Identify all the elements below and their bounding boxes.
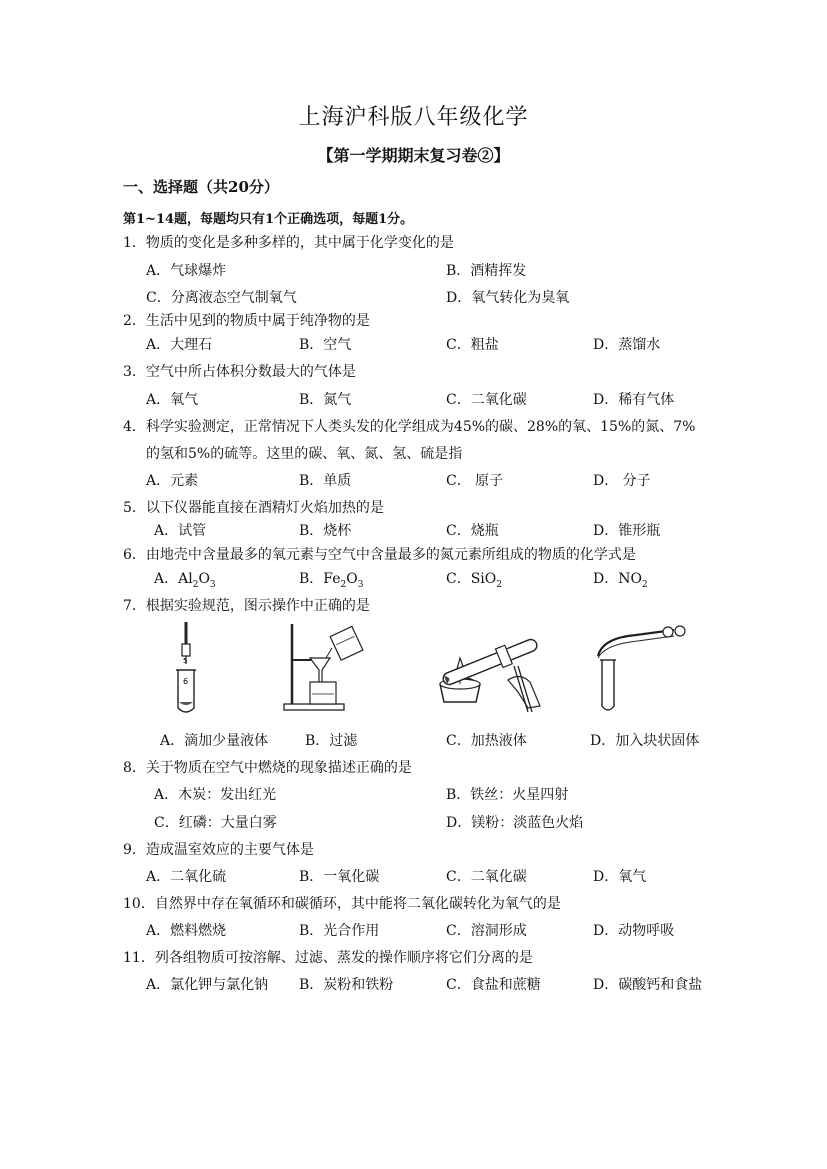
question-5-option-b: B．烧杯 [299, 523, 352, 539]
question-4-option-b: B．单质 [299, 473, 352, 489]
question-6-option-c: C．SiO$_2$ [446, 571, 502, 590]
question-11-option-c: C．食盐和蔗糖 [446, 977, 541, 993]
question-7-option-d: D．加入块状固体 [590, 733, 700, 749]
question-8-option-a: A．木炭：发出红光 [154, 787, 277, 803]
question-9-option-b: B．一氧化碳 [299, 869, 380, 885]
question-3-option-b: B．氮气 [299, 392, 352, 408]
section-instruction: 第1~14题，每题均只有1个正确选项，每题1分。 [123, 212, 414, 227]
question-6-stem: 6．由地壳中含量最多的氧元素与空气中含量最多的氮元素所组成的物质的化学式是 [123, 547, 636, 563]
section-heading: 一、选择题（共20分） [123, 178, 279, 196]
question-7-stem: 7．根据实验规范，图示操作中正确的是 [123, 598, 370, 614]
question-4-option-c: C． 原子 [446, 473, 504, 489]
dropper-mark-label: 5 [183, 657, 188, 665]
question-4-stem-continued: 的氢和5%的硫等。这里的碳、氧、氮、氢、硫是指 [146, 446, 463, 462]
question-2-option-d: D．蒸馏水 [593, 337, 661, 353]
question-6-option-b: B．$Fe_2O_3$ [299, 571, 364, 590]
question-8-option-d: D．镁粉：淡蓝色火焰 [446, 815, 584, 831]
question-9-option-d: D．氧气 [593, 869, 647, 885]
question-3-stem: 3．空气中所占体积分数最大的气体是 [123, 364, 356, 380]
question-2-option-b: B．空气 [299, 337, 352, 353]
question-2-option-a: A．大理石 [146, 337, 213, 353]
question-10-option-c: C．溶洞形成 [446, 923, 527, 939]
question-2-option-c: C．粗盐 [446, 337, 499, 353]
question-4-option-d: D． 分子 [593, 473, 651, 489]
question-5-stem: 5．以下仪器能直接在酒精灯火焰加热的是 [123, 500, 384, 516]
adding-solid-figure [588, 622, 688, 717]
question-11-option-d: D．碳酸钙和食盐 [593, 977, 703, 993]
question-3-option-d: D．稀有气体 [593, 392, 675, 408]
filtration-figure [282, 620, 372, 715]
dropper-figure [168, 618, 208, 718]
question-4-stem: 4．科学实验测定，正常情况下人类头发的化学组成为45%的碳、28%的氧、15%的氮、7% [123, 419, 696, 435]
question-10-option-d: D．动物呼吸 [593, 923, 675, 939]
question-3-option-c: C．二氧化碳 [446, 392, 527, 408]
question-5-option-c: C．烧瓶 [446, 523, 499, 539]
question-11-stem: 11．列各组物质可按溶解、过滤、蒸发的操作顺序将它们分离的是 [123, 950, 533, 966]
question-9-option-a: A．二氧化硫 [146, 869, 227, 885]
question-1-option-d: D．氧气转化为臭氧 [446, 290, 570, 306]
question-8-option-b: B．铁丝：火星四射 [446, 787, 569, 803]
page-title: 上海沪科版八年级化学 [298, 105, 529, 130]
question-1-option-b: B．酒精挥发 [446, 263, 527, 279]
question-5-option-a: A．试管 [154, 523, 207, 539]
page-subtitle: 【第一学期期末复习卷②】 [317, 146, 510, 165]
question-7-option-b: B．过滤 [305, 733, 358, 749]
question-5-option-d: D．锥形瓶 [593, 523, 661, 539]
question-9-stem: 9．造成温室效应的主要气体是 [123, 842, 314, 858]
question-7-option-a: A．滴加少量液体 [160, 733, 269, 749]
question-10-option-b: B．光合作用 [299, 923, 380, 939]
question-10-option-a: A．燃料燃烧 [146, 923, 227, 939]
question-9-option-c: C．二氧化碳 [446, 869, 527, 885]
question-11-option-a: A．氯化钾与氯化钠 [146, 977, 269, 993]
question-2-stem: 2．生活中见到的物质中属于纯净物的是 [123, 313, 370, 329]
question-7-option-c: C．加热液体 [446, 733, 527, 749]
question-3-option-a: A．氧气 [146, 392, 199, 408]
question-11-option-b: B．炭粉和铁粉 [299, 977, 394, 993]
question-1-option-a: A．气球爆炸 [146, 263, 227, 279]
question-10-stem: 10．自然界中存在氧循环和碳循环，其中能将二氧化碳转化为氧气的是 [123, 896, 561, 912]
question-1-option-c: C．分离液态空气制氧气 [146, 290, 297, 306]
question-8-option-c: C．红磷：大量白雾 [154, 815, 277, 831]
question-8-stem: 8．关于物质在空气中燃烧的现象描述正确的是 [123, 760, 412, 776]
question-1-stem: 1．物质的变化是多种多样的，其中属于化学变化的是 [123, 235, 454, 251]
dropper-tube-mark-label: 6 [183, 677, 189, 686]
question-4-option-a: A．元素 [146, 473, 199, 489]
heating-liquid-figure [430, 622, 555, 714]
question-6-option-d: D．$NO_2$ [593, 571, 648, 590]
question-6-option-a: A．$Al_2O_3$ [154, 571, 216, 590]
